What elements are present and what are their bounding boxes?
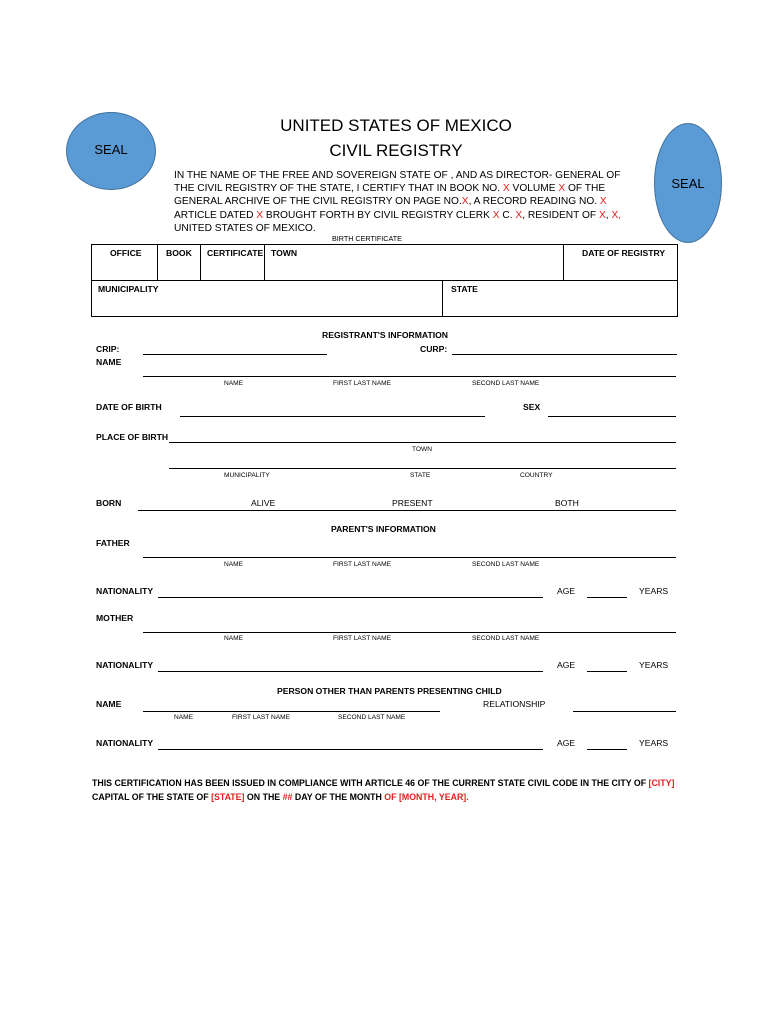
city-placeholder: [CITY]	[648, 778, 675, 788]
certification-intro: IN THE NAME OF THE FREE AND SOVEREIGN STATE OF , AND AS DIRECTOR- GENERAL OF THE CIVIL REGISTRY OF THE STATE, I CERTIFY THAT IN BOOK NO. X VOLUME X OF THE GENERAL ARCHIVE OF THE CIVIL REGISTRY ON PAGE NO.X, A RECORD READING NO. X ARTICLE DATED X BROUGHT FORTH BY CIVIL REGISTRY CLERK X C. X, RESIDENT OF X, X, UNITED STATES OF MEXICO.	[174, 170, 622, 234]
certification-footer: THIS CERTIFICATION HAS BEEN ISSUED IN COMPLIANCE WITH ARTICLE 46 OF THE CURRENT STATE CIVIL CODE IN THE CITY OF [CITY] CAPITAL OF THE STATE OF [STATE] ON THE ## DAY OF THE MONTH OF [MONTH, YEAR].	[92, 778, 675, 802]
father-sub-name: NAME	[224, 561, 244, 568]
sub-second-last-name: SECOND LAST NAME	[472, 380, 540, 387]
born-both[interactable]: BOTH	[555, 498, 579, 508]
father-nationality-field[interactable]	[158, 597, 543, 598]
other-sub-first: FIRST LAST NAME	[232, 714, 291, 721]
sub-state: STATE	[410, 472, 431, 479]
month-placeholder: OF [MONTH, YEAR].	[384, 792, 469, 802]
father-years-label: YEARS	[639, 586, 669, 596]
state-placeholder: [STATE]	[211, 792, 245, 802]
other-name-field[interactable]	[143, 711, 440, 712]
born-alive[interactable]: ALIVE	[251, 498, 276, 508]
other-years-label: YEARS	[639, 738, 669, 748]
mother-nationality-label: NATIONALITY	[96, 660, 154, 670]
other-nationality-label: NATIONALITY	[96, 738, 154, 748]
relationship-field[interactable]	[573, 711, 676, 712]
cell-certificate[interactable]: CERTIFICATE	[200, 244, 265, 281]
other-name-label: NAME	[96, 699, 122, 709]
cell-book[interactable]: BOOK	[157, 244, 201, 281]
pob-label: PLACE OF BIRTH	[96, 432, 169, 442]
crip-label: CRIP:	[96, 344, 120, 354]
pob-field-2[interactable]	[169, 468, 676, 469]
mother-years-label: YEARS	[639, 660, 669, 670]
curp-label: CURP:	[420, 344, 448, 354]
mother-sub-first: FIRST LAST NAME	[333, 635, 392, 642]
born-label: BORN	[96, 498, 122, 508]
mother-age-label: AGE	[557, 660, 576, 670]
cell-town[interactable]: TOWN	[264, 244, 564, 281]
name-label: NAME	[96, 357, 122, 367]
other-sub-name: NAME	[174, 714, 194, 721]
sub-town: TOWN	[412, 446, 433, 453]
born-present[interactable]: PRESENT	[392, 498, 433, 508]
father-sub-first: FIRST LAST NAME	[333, 561, 392, 568]
table-caption: BIRTH CERTIFICATE	[332, 234, 402, 243]
father-age-label: AGE	[557, 586, 576, 596]
other-heading: PERSON OTHER THAN PARENTS PRESENTING CHILD	[277, 686, 502, 696]
seal-right-label: SEAL	[671, 175, 705, 191]
other-age-field[interactable]	[587, 749, 627, 750]
mother-name-field[interactable]	[143, 632, 676, 633]
mother-sub-name: NAME	[224, 635, 244, 642]
sub-country: COUNTRY	[520, 472, 553, 479]
father-nationality-label: NATIONALITY	[96, 586, 154, 596]
other-sub-second: SECOND LAST NAME	[338, 714, 406, 721]
seal-left-label: SEAL	[94, 141, 128, 157]
mother-age-field[interactable]	[587, 671, 627, 672]
crip-field[interactable]	[143, 354, 327, 355]
registrant-heading: REGISTRANT'S INFORMATION	[322, 330, 449, 340]
other-nationality-field[interactable]	[158, 749, 543, 750]
parents-heading: PARENT'S INFORMATION	[331, 524, 436, 534]
document-title: UNITED STATES OF MEXICO	[280, 116, 512, 135]
mother-sub-second: SECOND LAST NAME	[472, 635, 540, 642]
sex-label: SEX	[523, 402, 541, 412]
born-field[interactable]	[138, 510, 676, 511]
day-placeholder: ##	[282, 792, 293, 802]
cell-date-of-registry[interactable]: DATE OF REGISTRY	[563, 244, 678, 281]
mother-nationality-field[interactable]	[158, 671, 543, 672]
document-subtitle: CIVIL REGISTRY	[329, 141, 463, 160]
sub-first-last-name: FIRST LAST NAME	[333, 380, 392, 387]
cell-state[interactable]: STATE	[442, 280, 678, 317]
dob-label: DATE OF BIRTH	[96, 402, 162, 412]
cell-municipality[interactable]: MUNICIPALITY	[91, 280, 443, 317]
relationship-label: RELATIONSHIP	[483, 699, 546, 709]
sub-municipality: MUNICIPALITY	[224, 472, 270, 479]
cell-office[interactable]: OFFICE	[91, 244, 158, 281]
mother-label: MOTHER	[96, 613, 134, 623]
curp-field[interactable]	[452, 354, 677, 355]
father-sub-second: SECOND LAST NAME	[472, 561, 540, 568]
dob-field[interactable]	[180, 416, 485, 417]
sex-field[interactable]	[548, 416, 676, 417]
sub-name: NAME	[224, 380, 244, 387]
pob-field[interactable]	[169, 442, 676, 443]
father-name-field[interactable]	[143, 557, 676, 558]
other-age-label: AGE	[557, 738, 576, 748]
father-label: FATHER	[96, 538, 130, 548]
name-field[interactable]	[143, 376, 676, 377]
father-age-field[interactable]	[587, 597, 627, 598]
